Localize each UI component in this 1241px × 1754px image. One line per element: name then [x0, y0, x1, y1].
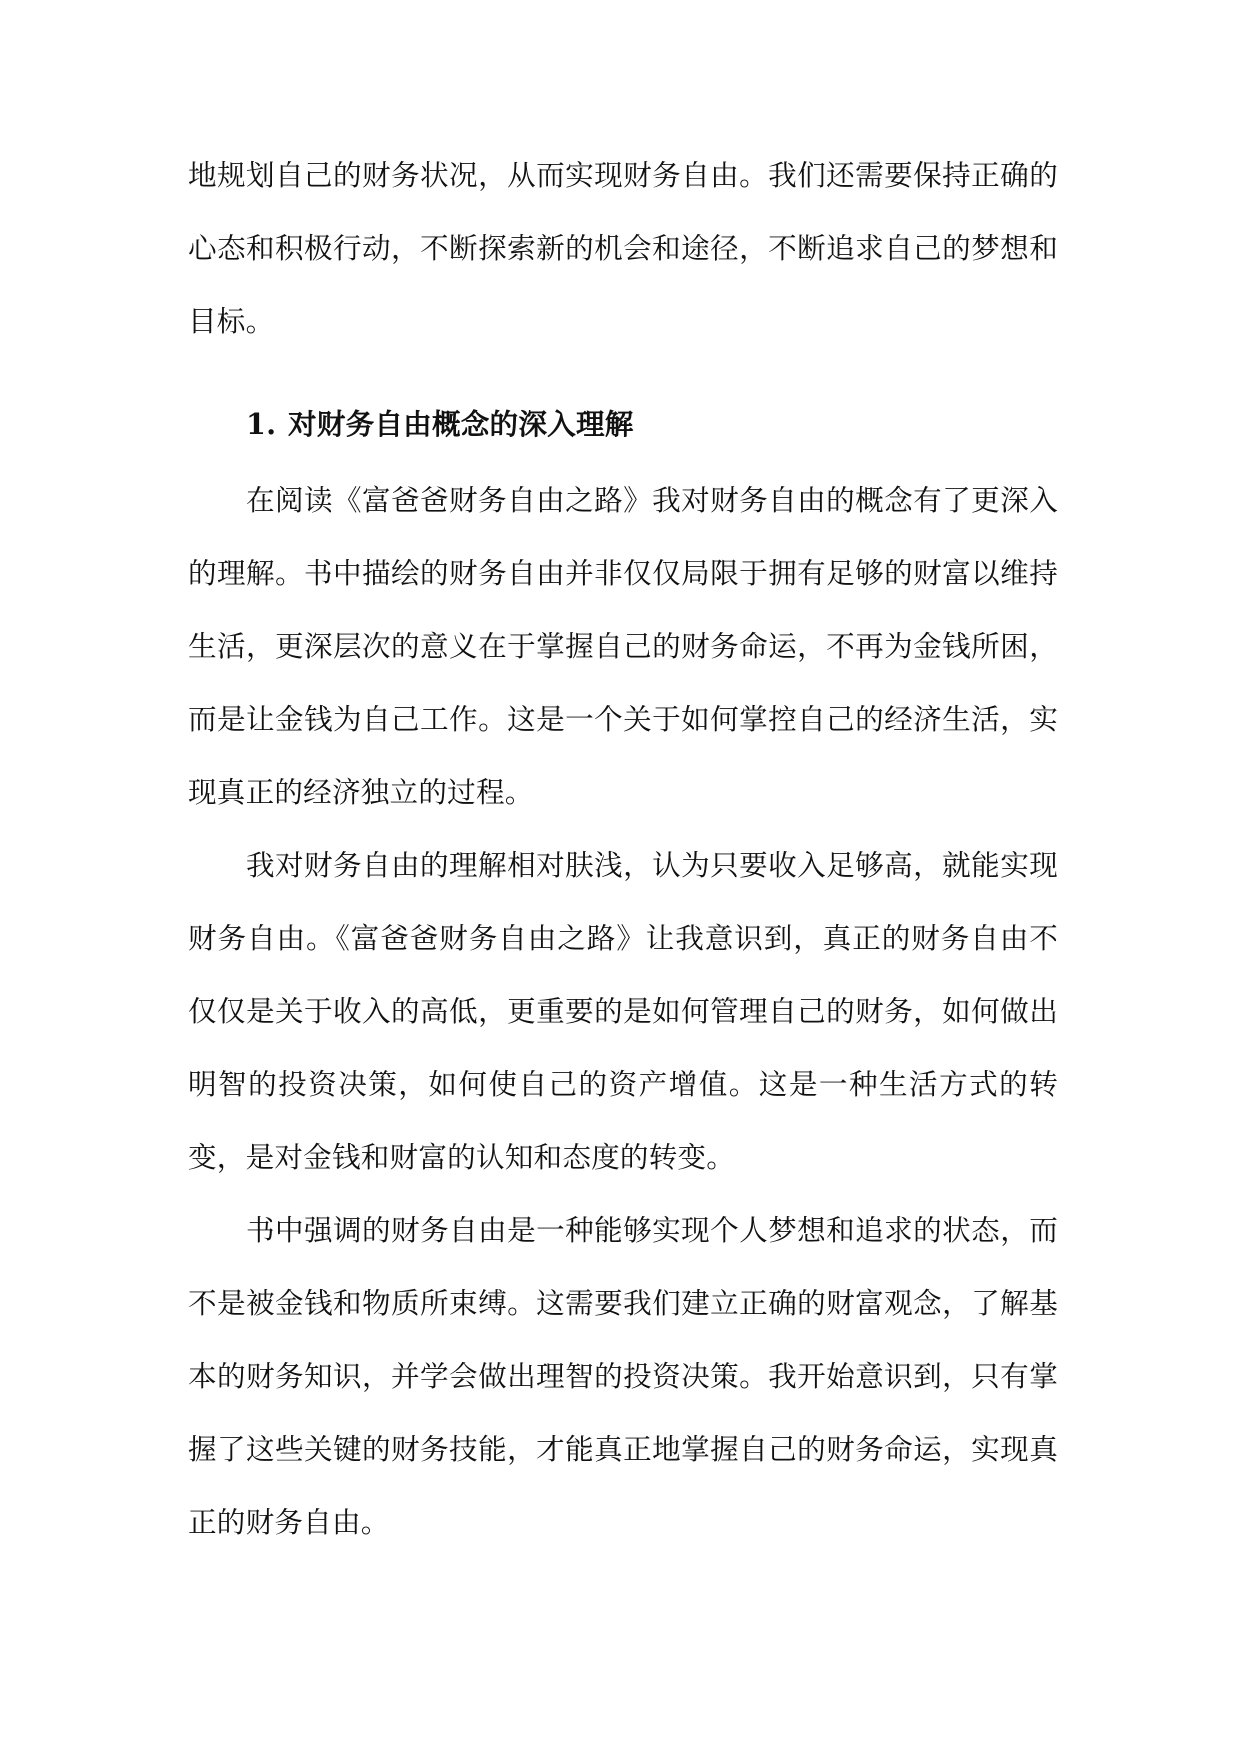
document-body [188, 139, 1058, 1559]
body-paragraph: 书中强调的财务自由是一种能够实现个人梦想和追求的状态，而不是被金钱和物质所束缚。这需要我们建立正确的财富观念，了解基本的财务知识，并学会做出理智的投资决策。我开始意识到，只有掌握了这些关键的财务技能，才能真正地掌握自己的财务命运，实现真正的财务自由。 [188, 1213, 1058, 1539]
body-paragraph: 我对财务自由的理解相对肤浅，认为只要收入足够高，就能实现财务自由。《富爸爸财务自由之路》让我意识到，真正的财务自由不仅仅是关于收入的高低，更重要的是如何管理自己的财务，如何做出明智的投资决策，如何使自己的资产增值。这是一种生活方式的转变，是对金钱和财富的认知和态度的转变。 [188, 848, 1058, 1174]
section-heading [188, 388, 1058, 461]
body-paragraph: 在阅读《富爸爸财务自由之路》我对财务自由的概念有了更深入的理解。书中描绘的财务自由并非仅仅局限于拥有足够的财富以维持生活，更深层次的意义在于掌握自己的财务命运，不再为金钱所困，而是让金钱为自己工作。这是一个关于如何掌控自己的经济生活，实现真正的经济独立的过程。 [188, 483, 1058, 809]
section-title: 对财务自由概念的深入理解 [288, 407, 634, 441]
continuation-paragraph: 地规划自己的财务状况，从而实现财务自由。我们还需要保持正确的心态和积极行动，不断探索新的机会和途径，不断追求自己的梦想和目标。 [188, 158, 1058, 338]
section-number: 1. [246, 407, 277, 441]
